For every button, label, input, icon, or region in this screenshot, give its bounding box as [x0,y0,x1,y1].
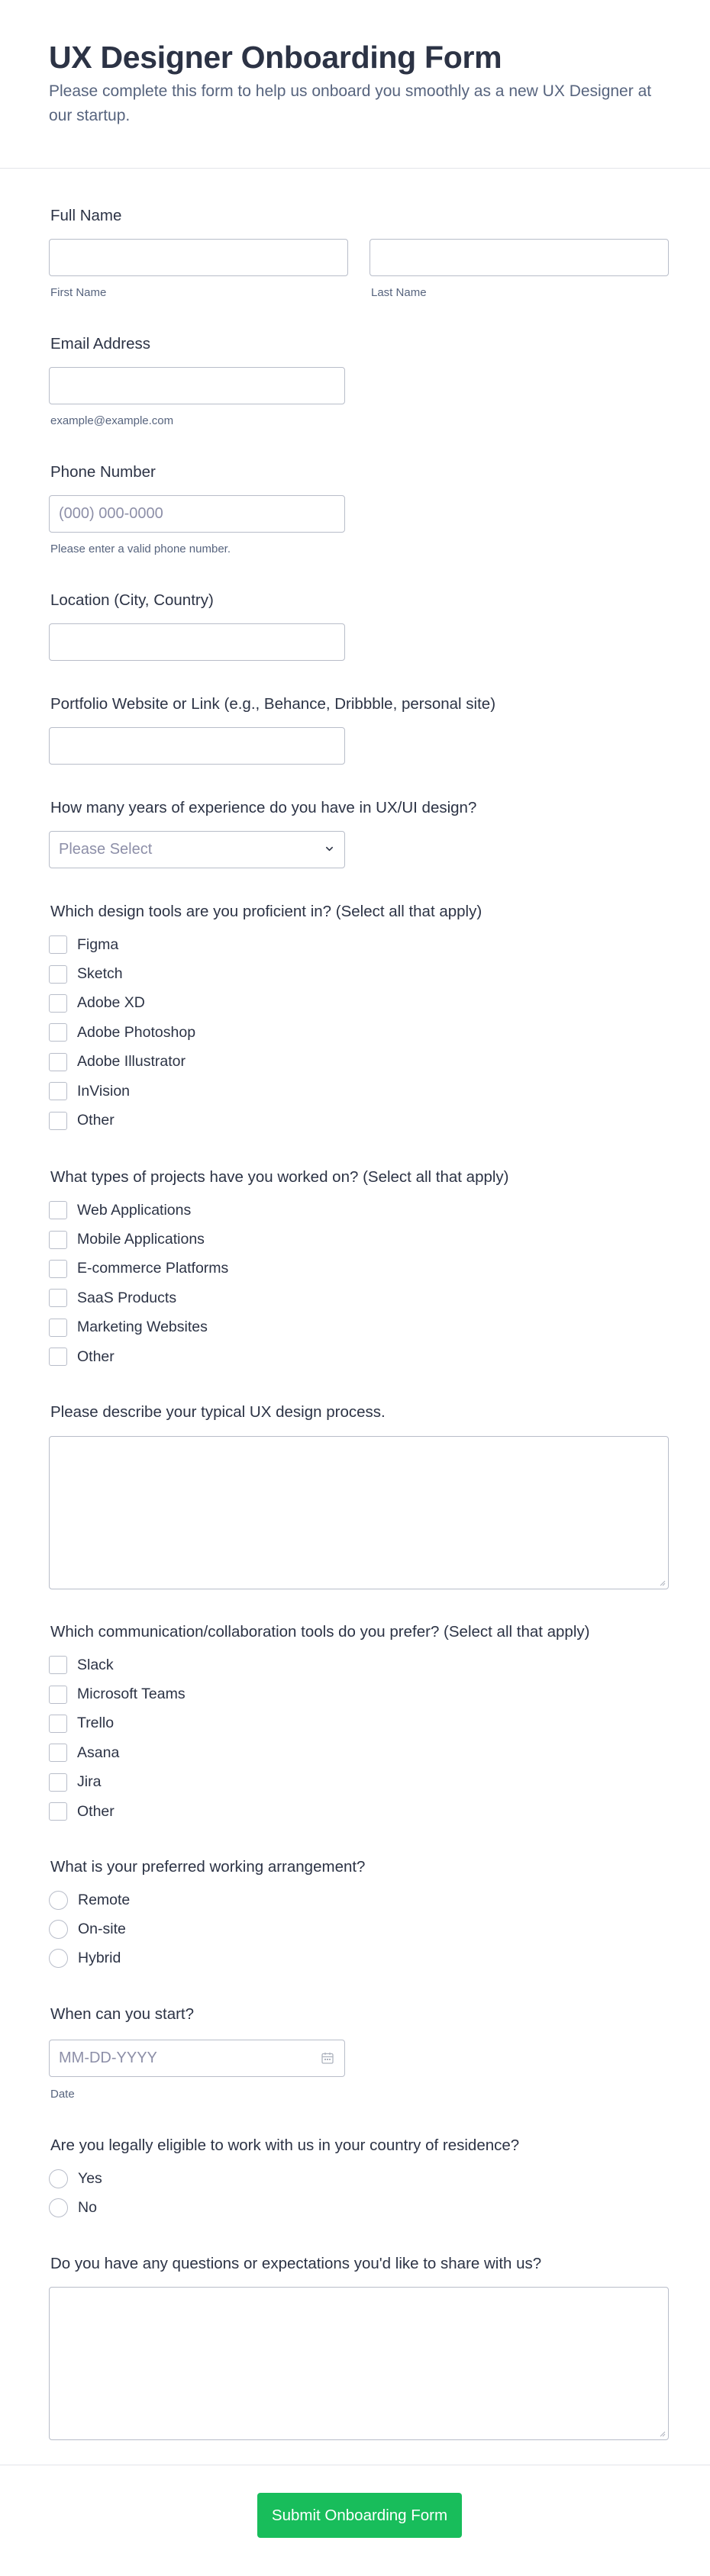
full-name-label: Full Name [50,207,122,224]
checkbox[interactable] [49,1773,67,1792]
project-types-option[interactable] [49,1225,228,1254]
checkbox[interactable] [49,1686,67,1704]
collab-tools-option[interactable] [49,1738,186,1767]
resize-handle-icon[interactable] [658,1579,666,1586]
option-label: Adobe XD [77,994,145,1012]
option-label: Asana [77,1744,120,1761]
option-label: SaaS Products [77,1289,177,1306]
last-name-sublabel: Last Name [371,286,427,299]
checkbox[interactable] [49,1260,67,1278]
option-label: Other [77,1348,115,1365]
checkbox[interactable] [49,1201,67,1219]
option-label: Jira [77,1773,102,1791]
option-label: On-site [78,1921,126,1938]
phone-label: Phone Number [50,463,156,481]
option-label: Other [77,1802,115,1820]
checkbox[interactable] [49,1656,67,1674]
checkbox[interactable] [49,1802,67,1821]
resize-handle-icon[interactable] [658,2429,666,2437]
design-tools-option[interactable] [49,959,195,988]
checkbox[interactable] [49,1319,67,1337]
start-date-label: When can you start? [50,2005,195,2023]
header-divider [0,168,710,169]
radio-button[interactable] [49,2169,68,2188]
checkbox[interactable] [49,1053,67,1071]
email-sublabel: example@example.com [50,414,174,427]
radio-button[interactable] [49,1949,68,1968]
collab-tools-option[interactable] [49,1797,186,1826]
process-textarea[interactable] [49,1436,669,1589]
collab-tools-option[interactable] [49,1768,186,1797]
experience-label: How many years of experience do you have in UX/UI design? [50,799,477,816]
eligibility-option[interactable] [49,2193,102,2222]
form-subtitle: Please complete this form to help us onboard you smoothly as a new UX Designer at our startup. [49,82,652,124]
project-types-label: What types of projects have you worked on? (Select all that apply) [50,1168,509,1186]
email-input[interactable] [49,367,345,404]
collab-tools-options [49,1650,186,1826]
radio-button[interactable] [49,1920,68,1939]
design-tools-option[interactable] [49,1048,195,1077]
first-name-sublabel: First Name [50,286,107,299]
option-label: Trello [77,1715,115,1732]
collab-tools-option[interactable] [49,1679,186,1708]
option-label: Microsoft Teams [77,1686,186,1703]
option-label: Slack [77,1656,114,1673]
radio-button[interactable] [49,2198,68,2217]
checkbox[interactable] [49,1289,67,1307]
design-tools-option[interactable] [49,930,195,959]
option-label: No [78,2199,97,2217]
checkbox[interactable] [49,1023,67,1042]
checkbox[interactable] [49,1744,67,1762]
start-date-sublabel: Date [50,2088,75,2101]
checkbox[interactable] [49,1231,67,1249]
option-label: Figma [77,935,119,953]
calendar-icon[interactable] [321,2051,334,2065]
option-label: Adobe Photoshop [77,1023,196,1041]
checkbox[interactable] [49,994,67,1013]
phone-placeholder: (000) 000-0000 [59,505,163,522]
design-tools-option[interactable] [49,1077,195,1106]
phone-sublabel: Please enter a valid phone number. [50,543,231,555]
checkbox[interactable] [49,1715,67,1733]
eligibility-options [49,2164,102,2223]
checkbox[interactable] [49,935,67,954]
experience-selected-value: Please Select [59,841,153,858]
location-input[interactable] [49,623,345,661]
design-tools-options [49,930,195,1135]
arrangement-option[interactable] [49,1885,130,1914]
project-types-options [49,1196,228,1371]
checkbox[interactable] [49,1082,67,1100]
checkbox[interactable] [49,1112,67,1130]
project-types-option[interactable] [49,1313,228,1342]
process-label: Please describe your typical UX design process. [50,1403,386,1421]
start-date-input[interactable] [49,2040,345,2077]
eligibility-option[interactable] [49,2164,102,2193]
design-tools-option[interactable] [49,1106,195,1135]
option-label: Hybrid [78,1950,121,1967]
design-tools-option[interactable] [49,1018,195,1047]
first-name-input[interactable] [49,239,348,276]
questions-label: Do you have any questions or expectations you'd like to share with us? [50,2255,542,2272]
form-header [49,38,667,128]
option-label: Adobe Illustrator [77,1053,186,1071]
arrangement-label: What is your preferred working arrangement? [50,1858,366,1876]
collab-tools-label: Which communication/collaboration tools do you prefer? (Select all that apply) [50,1623,590,1641]
questions-textarea[interactable] [49,2287,669,2440]
option-label: Remote [78,1891,131,1908]
eligibility-label: Are you legally eligible to work with us in your country of residence? [50,2136,520,2154]
checkbox[interactable] [49,1348,67,1366]
experience-select[interactable] [49,831,345,868]
option-label: Marketing Websites [77,1319,208,1336]
phone-input[interactable] [49,495,345,533]
collab-tools-option[interactable] [49,1650,186,1679]
design-tools-option[interactable] [49,989,195,1018]
project-types-option[interactable] [49,1342,228,1371]
design-tools-label: Which design tools are you proficient in? (Select all that apply) [50,903,482,920]
collab-tools-option[interactable] [49,1709,186,1738]
location-label: Location (City, Country) [50,591,214,609]
form-title: UX Designer Onboarding Form [49,40,502,75]
option-label: Yes [78,2169,102,2187]
submit-button[interactable]: Submit Onboarding Form [257,2493,462,2538]
option-label: InVision [77,1082,131,1100]
checkbox[interactable] [49,965,67,984]
option-label: Mobile Applications [77,1231,205,1248]
last-name-input[interactable] [370,239,669,276]
option-label: E-commerce Platforms [77,1260,229,1277]
option-label: Web Applications [77,1201,192,1219]
arrangement-options [49,1885,130,1973]
chevron-down-icon [325,845,334,853]
portfolio-label: Portfolio Website or Link (e.g., Behance, Dribbble, personal site) [50,695,496,713]
arrangement-option[interactable] [49,1914,130,1943]
option-label: Other [77,1112,115,1129]
email-label: Email Address [50,335,151,353]
project-types-option[interactable] [49,1254,228,1283]
portfolio-input[interactable] [49,727,345,765]
option-label: Sketch [77,965,123,983]
project-types-option[interactable] [49,1283,228,1312]
radio-button[interactable] [49,1891,68,1910]
start-date-placeholder: MM-DD-YYYY [59,2050,157,2066]
arrangement-option[interactable] [49,1944,130,1973]
project-types-option[interactable] [49,1196,228,1225]
